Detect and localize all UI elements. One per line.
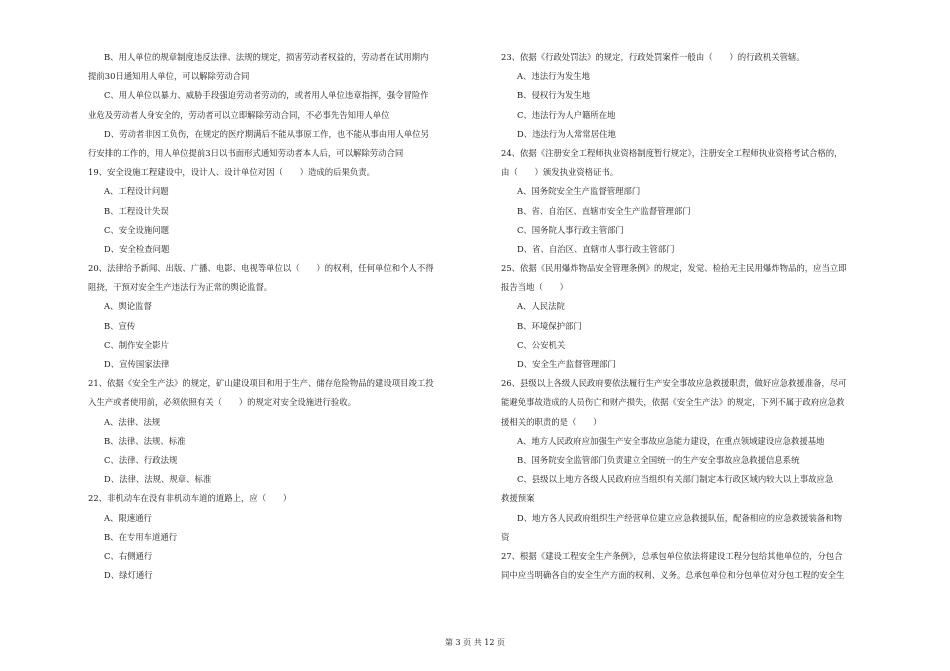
text-line: D、违法行为人常常居住地 bbox=[517, 128, 616, 139]
text-line: D、省、自治区、直辖市人事行政主管部门 bbox=[517, 243, 675, 254]
text-line: 入生产或者使用前，必须依照有关（ ）的规定对安全设施进行验收。 bbox=[88, 397, 356, 408]
text-line: 提前30日通知用人单位，可以解除劳动合同 bbox=[88, 71, 250, 82]
right-column bbox=[501, 48, 899, 585]
text-line: 阻挠，干预对安全生产违法行为正常的舆论监督。 bbox=[88, 282, 273, 293]
text-line: D、宣传国家法律 bbox=[104, 359, 170, 369]
text-line: C、用人单位以暴力、威胁手段强迫劳动者劳动的，或者用人单位违章指挥，强令冒险作 bbox=[104, 90, 429, 101]
text-line: 报告当地（ ） bbox=[501, 282, 568, 293]
text-line: 25、依据《民用爆炸物品安全管理条例》的规定，发觉、检拾无主民用爆炸物品的，应当立即 bbox=[501, 263, 847, 274]
left-column bbox=[88, 48, 486, 585]
text-line: C、违法行为人户籍所在地 bbox=[517, 109, 616, 120]
text-line: 由（ ）颁发执业资格证书。 bbox=[501, 167, 619, 178]
text-line: D、地方各人民政府组织生产经营单位建立应急救援队伍，配备相应的应急救援装备和物 bbox=[517, 512, 842, 523]
text-line: D、绿灯通行 bbox=[104, 570, 153, 581]
text-line: A、限速通行 bbox=[104, 512, 152, 523]
text-line: 22、非机动车在没有非机动车道的道路上，应（ ） bbox=[88, 493, 292, 504]
text-line: A、法律、法规 bbox=[104, 416, 161, 427]
text-line: C、安全设施问题 bbox=[104, 224, 170, 235]
text-line: B、省、自治区、直辖市安全生产监督管理部门 bbox=[517, 205, 691, 216]
text-line: B、宣传 bbox=[104, 320, 136, 331]
text-line: B、工程设计失误 bbox=[104, 205, 169, 216]
text-line: A、国务院安全生产监督管理部门 bbox=[517, 186, 641, 197]
text-line: A、地方人民政府应加强生产安全事故应急能力建设，在重点领域建设应急救援基地 bbox=[517, 435, 825, 446]
text-line: D、法律、法规、规章、标准 bbox=[104, 474, 212, 485]
text-line: 19、安全设施工程建设中，设计人、设计单位对因（ ）造成的后果负责。 bbox=[88, 167, 376, 178]
text-line: 救援预案 bbox=[501, 493, 535, 504]
text-line: C、右侧通行 bbox=[104, 550, 153, 561]
text-line: B、环境保护部门 bbox=[517, 320, 582, 331]
text-line: B、法律、法规、标准 bbox=[104, 435, 186, 446]
text-line: 26、县级以上各级人民政府要依法履行生产安全事故应急救援职责，做好应急救援准备，尽可 bbox=[501, 378, 847, 389]
text-line: 24、依据《注册安全工程师执业资格制度暂行规定》，注册安全工程师执业资格考试合格的， bbox=[501, 147, 843, 158]
text-line: A、违法行为发生地 bbox=[517, 71, 591, 82]
text-line: B、侵权行为发生地 bbox=[517, 90, 591, 101]
text-line: 27、根据《建设工程安全生产条例》，总承包单位依法将建设工程分包给其他单位的，分包合 bbox=[501, 550, 843, 561]
text-line: B、国务院安全监管部门负责建立全国统一的生产安全事故应急救援信息系统 bbox=[517, 454, 800, 465]
text-line: 23、依据《行政处罚法》的规定，行政处罚案件一般由（ ）的行政机关管辖。 bbox=[501, 52, 805, 62]
text-line: A、工程设计问题 bbox=[104, 186, 169, 197]
page-footer: 第 3 页 共 12 页 bbox=[445, 638, 505, 647]
text-line: 同中应当明确各自的安全生产方面的权利、义务。总承包单位和分包单位对分包工程的安全生 bbox=[501, 570, 845, 581]
text-line: 能避免事故造成的人员伤亡和财产损失，依据《安全生产法》的规定，下列不属于政府应急救 bbox=[501, 397, 845, 408]
text-line: C、制作安全影片 bbox=[104, 339, 170, 350]
text-line: A、舆论监督 bbox=[104, 301, 152, 312]
text-line: D、安全生产监督管理部门 bbox=[517, 359, 616, 369]
text-line: 行安排的工作的，用人单位提前3日以书面形式通知劳动者本人后，可以解除劳动合同 bbox=[88, 147, 404, 158]
text-line: 21、依据《安全生产法》的规定，矿山建设项目和用于生产、储存危险物品的建设项目竣工投 bbox=[88, 378, 434, 389]
text-line: 资 bbox=[501, 531, 510, 542]
text-line: 援相关的职责的是（ ） bbox=[501, 416, 602, 427]
text-line: 业危及劳动者人身安全的，劳动者可以立即解除劳动合同，不必事先告知用人单位 bbox=[88, 109, 390, 120]
text-line: B、用人单位的规章制度违反法律、法规的规定，损害劳动者权益的，劳动者在试用期内 bbox=[104, 52, 429, 62]
text-line: C、公安机关 bbox=[517, 339, 566, 350]
text-line: A、人民法院 bbox=[517, 301, 565, 312]
text-line: C、县级以上地方各级人民政府应当组织有关部门制定本行政区域内较大以上事故应急 bbox=[517, 474, 834, 485]
text-line: D、劳动者非因工负伤，在规定的医疗期满后不能从事原工作，也不能从事由用人单位另 bbox=[104, 128, 429, 139]
text-line: C、国务院人事行政主管部门 bbox=[517, 224, 624, 235]
text-line: B、在专用车道通行 bbox=[104, 531, 178, 542]
text-line: 20、法律给予新闻、出版、广播、电影、电视等单位以（ ）的权利，任何单位和个人不得 bbox=[88, 263, 434, 274]
text-line: C、法律、行政法规 bbox=[104, 454, 178, 465]
text-line: D、安全检查问题 bbox=[104, 243, 170, 254]
